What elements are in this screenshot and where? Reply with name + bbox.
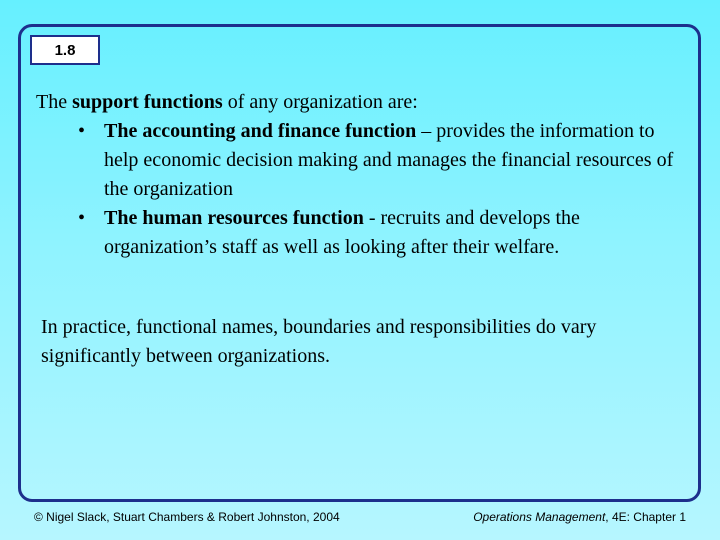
bullet-icon: • [78, 207, 86, 229]
footer-copyright: © Nigel Slack, Stuart Chambers & Robert Johnston, 2004 [34, 510, 340, 524]
footer-book-reference [473, 510, 686, 524]
intro-text-end: of any organization are: [222, 91, 418, 113]
bullet-title: The human resources function [104, 207, 364, 229]
intro-bold-text: support functions [72, 91, 223, 113]
bullet-text: – provides the information to help economic decision making and manages the financial resources of the organization [104, 120, 674, 200]
intro-text-start: The [36, 91, 73, 113]
slide-number-box [30, 35, 100, 65]
intro-line [36, 88, 686, 117]
bullet-title: The accounting and finance function [104, 120, 417, 142]
list-item [76, 204, 686, 262]
book-edition: , 4E: Chapter 1 [605, 510, 686, 524]
list-item [76, 117, 686, 204]
practice-note: In practice, functional names, boundaries and responsibilities do vary significantly between organizations. [41, 316, 597, 367]
book-title: Operations Management [473, 510, 606, 524]
bullet-text: - recruits and develops the organization’s staff as well as looking after their welfare. [104, 207, 580, 258]
slide-number: 1.8 [54, 41, 76, 59]
support-functions-list [36, 117, 686, 262]
bullet-icon: • [78, 120, 86, 142]
slide-body [36, 88, 686, 262]
